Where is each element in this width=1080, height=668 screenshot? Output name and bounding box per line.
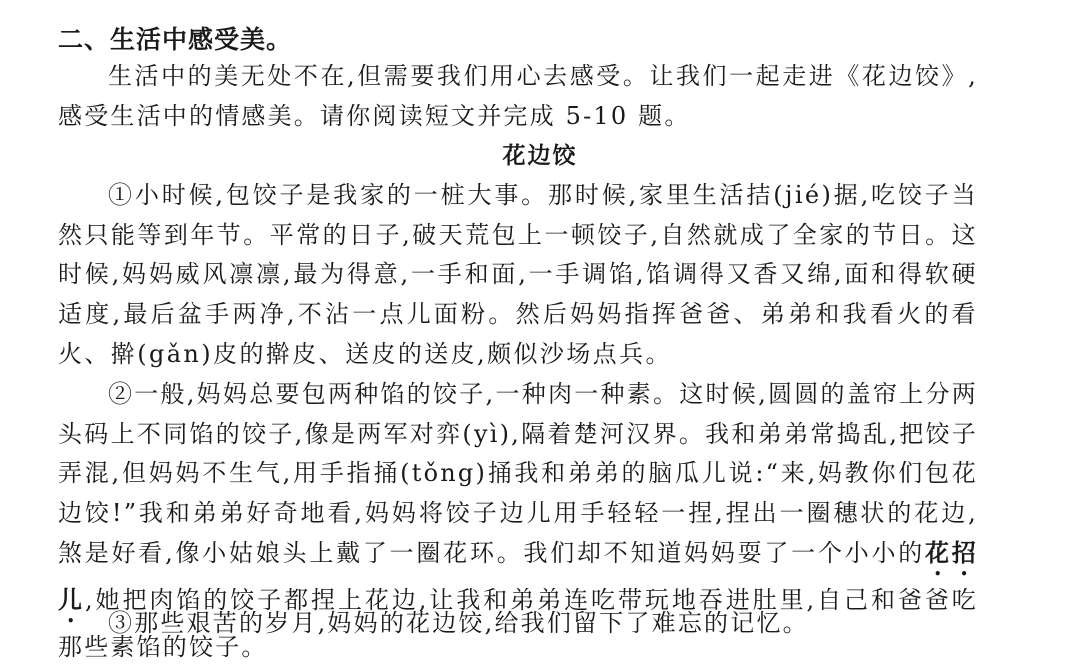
emphasized-phrase: 花招儿 bbox=[58, 538, 979, 614]
story-paragraph-1: ①小时候,包饺子是我家的一桩大事。那时候,家里生活拮(jié)据,吃饺子当然只能等到年节。平常的日子,破天荒包上一顿饺子,自然就成了全家的节日。这时候,妈妈威风凛凛,最为得意,一手和面,一手调馅,馅调得又香又绵,面和得软硬适度,最后盆手两净,不沾一点儿面粉。然后妈妈指挥爸爸、弟弟和我看火的看火、擀(gǎn)皮的擀皮、送皮的送皮,颇似沙场点兵。 bbox=[58, 181, 978, 368]
paragraph-2-text-before: ②一般,妈妈总要包两种馅的饺子,一种肉一种素。这时候,圆圆的盖帘上分两头码上不同馅的饺子,像是两军对弈(yì),隔着楚河汉界。我和弟弟常捣乱,把饺子弄混,但妈妈不生气,用手指捅(tǒng)捅我和弟弟的脑瓜儿说:“来,妈教你们包花边饺!”我和弟弟好奇地看,妈妈将饺子边儿用手轻轻一捏,捏出一圈穗状的花边,煞是好看,像小姑娘头上戴了一圈花环。我们却不知道妈妈耍了一个小小的 bbox=[58, 380, 978, 567]
section-heading: 二、生活中感受美。 bbox=[58, 25, 293, 54]
intro-paragraph: 生活中的美无处不在,但需要我们用心去感受。让我们一起走进《花边饺》,感受生活中的情感美。请你阅读短文并完成 5-10 题。 bbox=[58, 62, 978, 130]
paragraph-2-text-after: ,她把肉馅的饺子都捏上花边,让我和弟弟连吃带玩地吞进肚里,自己和爸爸吃那些素馅的饺子。 bbox=[58, 585, 979, 661]
story-title: 花边饺 bbox=[502, 143, 578, 169]
story-paragraph-3: ③那些艰苦的岁月,妈妈的花边饺,给我们留下了难忘的记忆。 bbox=[108, 609, 809, 637]
